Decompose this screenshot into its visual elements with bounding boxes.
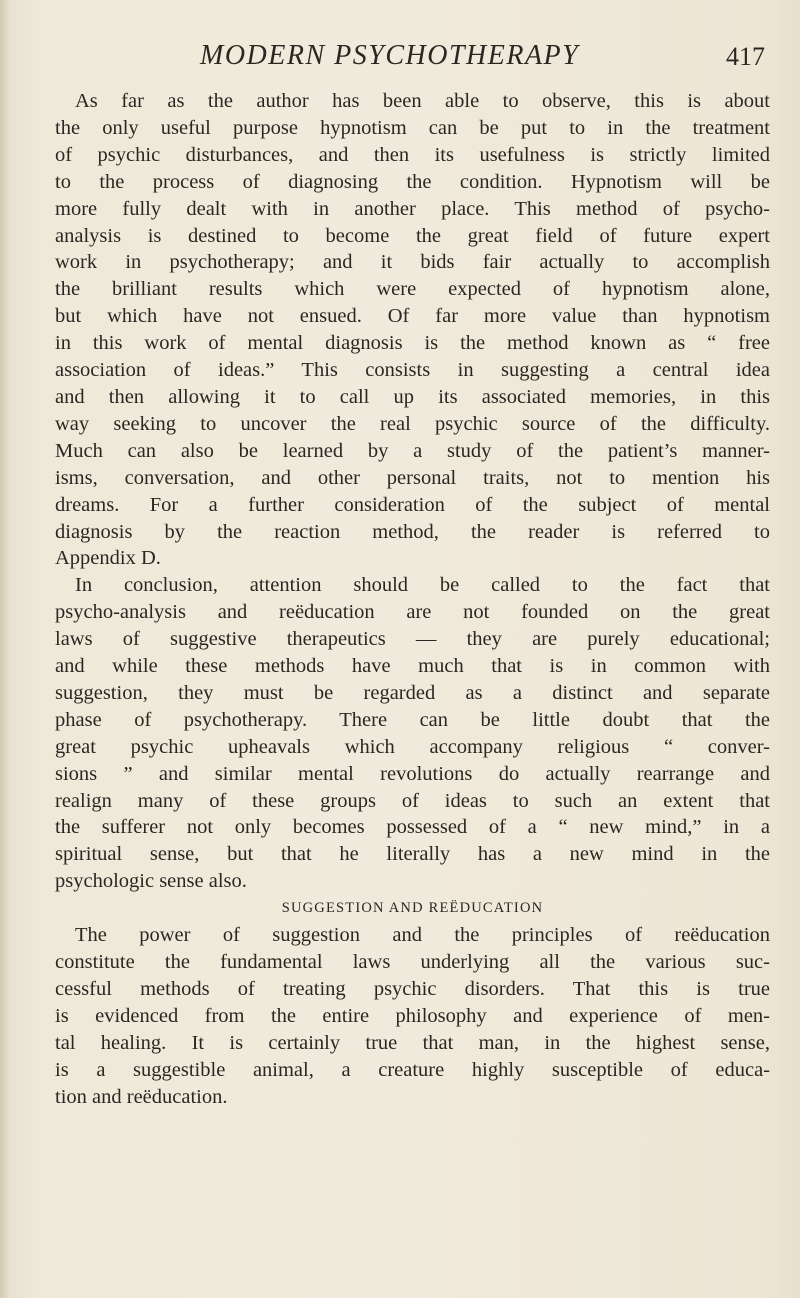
text-line: of psychic disturbances, and then its usefulness is strictly limited — [55, 143, 770, 166]
text-line: cessful methods of treating psychic disorders. That this is true — [55, 978, 770, 1000]
text-line: is evidenced from the entire philosophy and experience of men- — [55, 1004, 770, 1027]
text-line: suggestion, they must be regarded as a distinct and separate — [55, 681, 770, 704]
text-line: psycho-analysis and reëducation are not founded on the great — [55, 601, 770, 624]
text-line: isms, conversation, and other personal traits, not to mention his — [55, 466, 770, 489]
spine-shadow — [0, 0, 10, 1298]
text-line: analysis is destined to become the great field of future expert — [55, 224, 770, 247]
paragraph-suggestion — [55, 922, 770, 1110]
text-line: In conclusion, attention should be called to the fact that — [75, 574, 770, 597]
section-heading: SUGGESTION AND REËDUCATION — [281, 900, 544, 917]
text-line: laws of suggestive therapeutics — they are purely educational; — [55, 628, 770, 651]
running-title: MODERN PSYCHOTHERAPY — [200, 40, 580, 71]
text-line: and then allowing it to call up its associated memories, in this — [55, 385, 770, 408]
paragraph-hypnotism — [55, 88, 770, 572]
text-line: but which have not ensued. Of far more value than hypnotism — [55, 305, 770, 328]
text-line: phase of psychotherapy. There can be little doubt that the — [55, 708, 770, 731]
text-line: Appendix D. — [55, 547, 161, 570]
text-line: great psychic upheavals which accompany religious “ conver- — [55, 735, 770, 758]
paragraph-conclusion — [55, 572, 770, 895]
text-line: is a suggestible animal, a creature highly susceptible of educa- — [55, 1058, 770, 1081]
text-line: As far as the author has been able to observe, this is about — [75, 90, 770, 112]
text-line: the sufferer not only becomes possessed of a “ new mind,” in a — [55, 816, 770, 839]
page-number: 417 — [726, 42, 765, 71]
text-line: tal healing. It is certainly true that man, in the highest sense, — [55, 1031, 770, 1054]
text-line: the brilliant results which were expected of hypnotism alone, — [55, 278, 770, 301]
text-line: Much can also be learned by a study of the patient’s manner- — [55, 439, 770, 462]
text-line: constitute the fundamental laws underlying all the various suc- — [55, 951, 770, 974]
text-line: association of ideas.” This consists in suggesting a central idea — [55, 359, 770, 382]
text-line: spiritual sense, but that he literally has a new mind in the — [55, 843, 770, 866]
text-line: The power of suggestion and the principles of reëducation — [75, 924, 770, 947]
text-line: realign many of these groups of ideas to such an extent that — [55, 789, 770, 812]
text-line: sions ” and similar mental revolutions do actually rearrange and — [55, 762, 770, 785]
running-head — [0, 40, 800, 80]
text-line: diagnosis by the reaction method, the reader is referred to — [55, 520, 770, 543]
text-line: to the process of diagnosing the condition. Hypnotism will be — [55, 170, 770, 193]
text-line: in this work of mental diagnosis is the method known as “ free — [55, 332, 770, 355]
text-line: work in psychotherapy; and it bids fair actually to accomplish — [55, 251, 770, 274]
text-line: and while these methods have much that is in common with — [55, 655, 770, 678]
text-line: the only useful purpose hypnotism can be put to in the treatment — [55, 116, 770, 139]
body-text — [55, 88, 770, 1111]
text-line: tion and reëducation. — [55, 1085, 228, 1108]
text-line: more fully dealt with in another place. This method of psycho- — [55, 197, 770, 220]
text-line: psychologic sense also. — [55, 870, 247, 893]
text-line: way seeking to uncover the real psychic source of the difficulty. — [55, 412, 770, 435]
text-line: dreams. For a further consideration of the subject of mental — [55, 493, 770, 516]
